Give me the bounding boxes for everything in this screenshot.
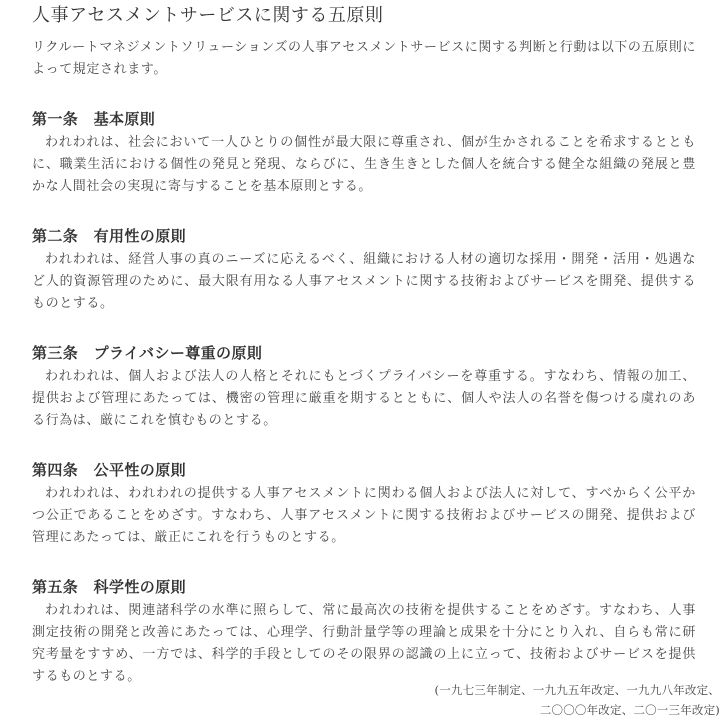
article-body: われわれは、関連諸科学の水準に照らして、常に最高次の技術を提供することをめざす。すなわち、人事測定技術の開発と改善にあたっては、心理学、行動計量学等の理論と成果を十分にとり入れ、自らも常に研究考量をすすめ、一方では、科学的手段としてのその限界の認識の上に立って、技術およびサービスを提供するものとする。	[32, 603, 696, 684]
article-heading: 第二条 有用性の原則	[32, 227, 187, 245]
article-body: われわれは、社会において一人ひとりの個性が最大限に尊重され、個が生かされることを希求するとともに、職業生活における個性の発見と発現、ならびに、生き生きとした個人を統合する健全な組織の発展と豊かな人間社会の実現に寄与することを基本原則とする。	[32, 135, 696, 194]
article-heading: 第三条 プライバシー尊重の原則	[32, 344, 263, 362]
article-body: われわれは、個人および法人の人格とそれにもとづくプライバシーを尊重する。すなわち、情報の加工、提供および管理にあたっては、機密の管理に厳重を期するとともに、個人や法人の名誉を傷つける虞れのある行為は、厳にこれを慎むものとする。	[32, 369, 696, 428]
article-2	[32, 225, 696, 315]
article-4	[32, 459, 696, 549]
revision-history-line: 二〇〇〇年改定、二〇一三年改定)	[539, 703, 720, 717]
principles-document	[32, 0, 696, 688]
page-title: 人事アセスメントサービスに関する五原則	[32, 5, 384, 26]
article-heading: 第一条 基本原則	[32, 110, 156, 128]
revision-history	[435, 680, 720, 720]
article-1	[32, 108, 696, 198]
article-5	[32, 576, 696, 688]
revision-history-line: (一九七三年制定、一九九五年改定、一九九八年改定、	[434, 683, 720, 697]
intro-paragraph: リクルートマネジメントソリューションズの人事アセスメントサービスに関する判断と行動は以下の五原則によって規定されます。	[32, 40, 696, 77]
article-body: われわれは、経営人事の真のニーズに応えるべく、組織における人材の適切な採用・開発・活用・処遇など人的資源管理のために、最大限有用なる人事アセスメントに関する技術およびサービスを開発、提供するものとする。	[32, 252, 696, 311]
article-body: われわれは、われわれの提供する人事アセスメントに関わる個人および法人に対して、すべからく公平かつ公正であることをめざす。すなわち、人事アセスメントに関する技術およびサービスの開発、提供および管理にあたっては、厳正にこれを行うものとする。	[32, 486, 696, 545]
article-heading: 第四条 公平性の原則	[32, 461, 187, 479]
article-3	[32, 342, 696, 432]
article-heading: 第五条 科学性の原則	[32, 578, 187, 596]
